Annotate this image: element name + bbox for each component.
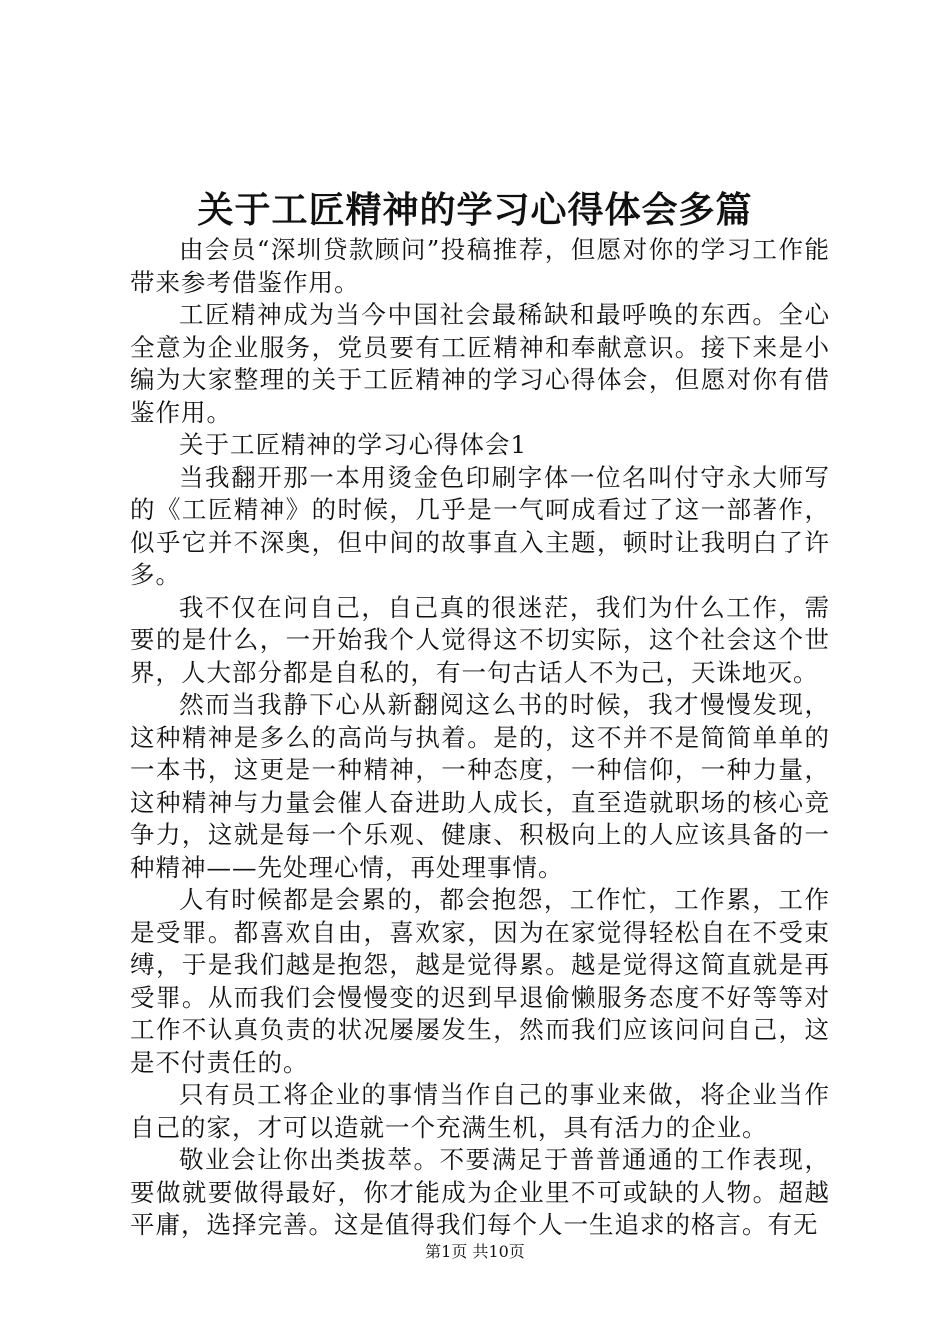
paragraph: 敬业会让你出类拔萃。不要满足于普普通通的工作表现，要做就要做得最好，你才能成为企业里不可或缺的人物。超越平庸，选择完善。这是值得我们每个人一生追求的格言。有无 (130, 1145, 830, 1239)
section-heading-1: 关于工匠精神的学习心得体会1 (179, 430, 528, 459)
paragraph-summary: 工匠精神成为当今中国社会最稀缺和最呼唤的东西。全心全意为企业服务，党员要有工匠精神和奉献意识。接下来是小编为大家整理的关于工匠精神的学习心得体会，但愿对你有借鉴作用。 (130, 300, 830, 427)
paragraph: 我不仅在问自己，自己真的很迷茫，我们为什么工作，需要的是什么，一开始我个人觉得这不切实际，这个社会这个世界，人大部分都是自私的，有一句古话人不为己，天诛地灭。 (130, 592, 830, 687)
paragraph-intro: 由会员“深圳贷款顾问”投稿推荐，但愿对你的学习工作能带来参考借鉴作用。 (130, 235, 830, 297)
document-body (130, 234, 830, 1242)
paragraph: 然而当我静下心从新翻阅这么书的时候，我才慢慢发现，这种精神是多么的高尚与执着。是的，这不并不是简简单单的一本书，这更是一种精神，一种态度，一种信仰，一种力量，这种精神与力量会催人奋进助人成长，直至造就职场的核心竞争力，这就是每一个乐观、健康、积极向上的人应该具备的一种精神——先处理心情，再处理事情。 (130, 690, 830, 882)
page-footer: 第1页 共10页 (425, 1242, 525, 1261)
paragraph: 当我翻开那一本用烫金色印刷字体一位名叫付守永大师写的《工匠精神》的时候，几乎是一气呵成看过了这一部著作，似乎它并不深奥，但中间的故事直入主题，顿时让我明白了许多。 (130, 462, 830, 589)
paragraph: 只有员工将企业的事情当作自己的事业来做，将企业当作自己的家，才可以造就一个充满生机，具有活力的企业。 (130, 1080, 830, 1142)
document-title: 关于工匠精神的学习心得体会多篇 (197, 189, 753, 231)
paragraph: 人有时候都是会累的，都会抱怨，工作忙，工作累，工作是受罪。都喜欢自由，喜欢家，因为在家觉得轻松自在不受束缚，于是我们越是抱怨，越是觉得累。越是觉得这简直就是再受罪。从而我们会慢慢变的迟到早退偷懒服务态度不好等等对工作不认真负责的状况屡屡发生，然而我们应该问问自己，这是不付责任的。 (130, 885, 830, 1077)
